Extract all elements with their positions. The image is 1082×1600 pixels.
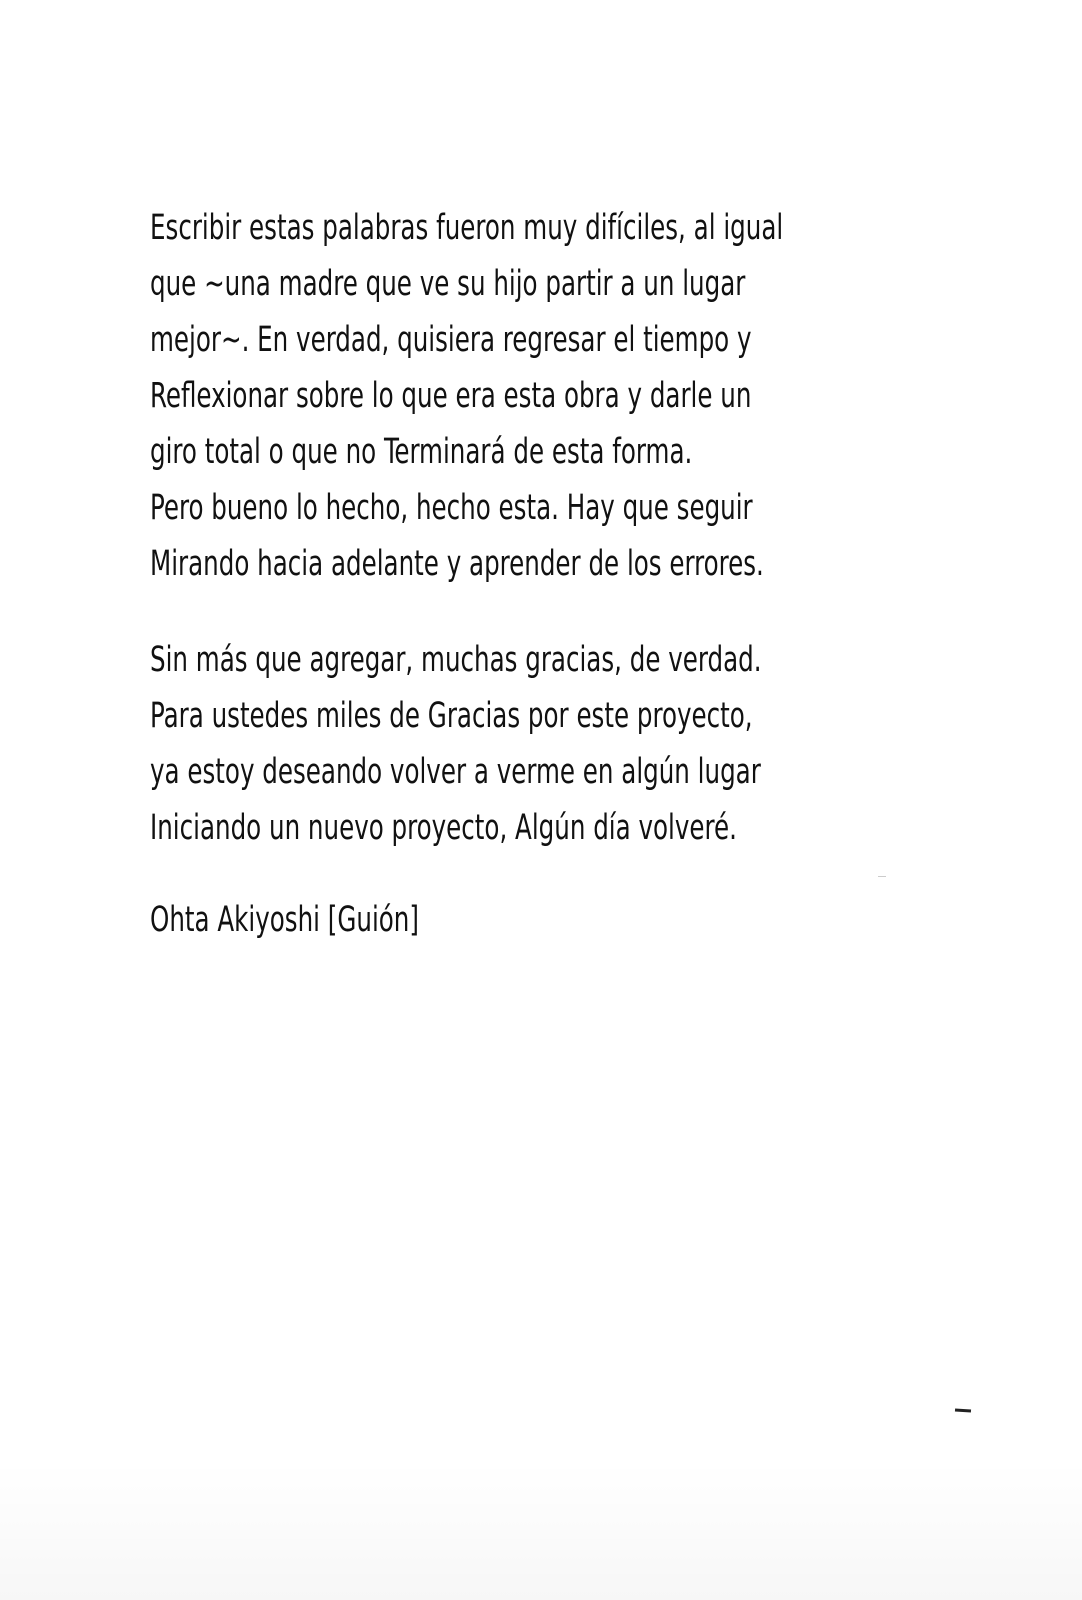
afterword-text (150, 200, 990, 948)
text-line: ya estoy deseando volver a verme en algún lugar (150, 752, 761, 792)
paragraph-2 (150, 632, 990, 856)
text-line: Iniciando un nuevo proyecto, Algún día volveré. (150, 808, 737, 848)
text-line: que ~una madre que ve su hijo partir a un lugar (150, 264, 746, 304)
text-line: Sin más que agregar, muchas gracias, de verdad. (150, 640, 762, 680)
text-line: mejor~. En verdad, quisiera regresar el tiempo y (150, 320, 752, 360)
text-line: Escribir estas palabras fueron muy difíciles, al igual (150, 208, 784, 248)
text-line: Para ustedes miles de Gracias por este proyecto, (150, 696, 753, 736)
text-line: giro total o que no Terminará de esta forma. (150, 432, 693, 472)
text-line: Mirando hacia adelante y aprender de los errores. (150, 544, 764, 584)
scan-mark (955, 1408, 971, 1412)
text-line: Pero bueno lo hecho, hecho esta. Hay que seguir (150, 488, 753, 528)
paper-texture (0, 1460, 1082, 1600)
paragraph-1 (150, 200, 990, 592)
text-line: Reflexionar sobre lo que era esta obra y darle un (150, 376, 752, 416)
signature-block (150, 892, 990, 948)
author-signature: Ohta Akiyoshi [Guión] (150, 900, 419, 940)
scan-mark (878, 876, 886, 877)
